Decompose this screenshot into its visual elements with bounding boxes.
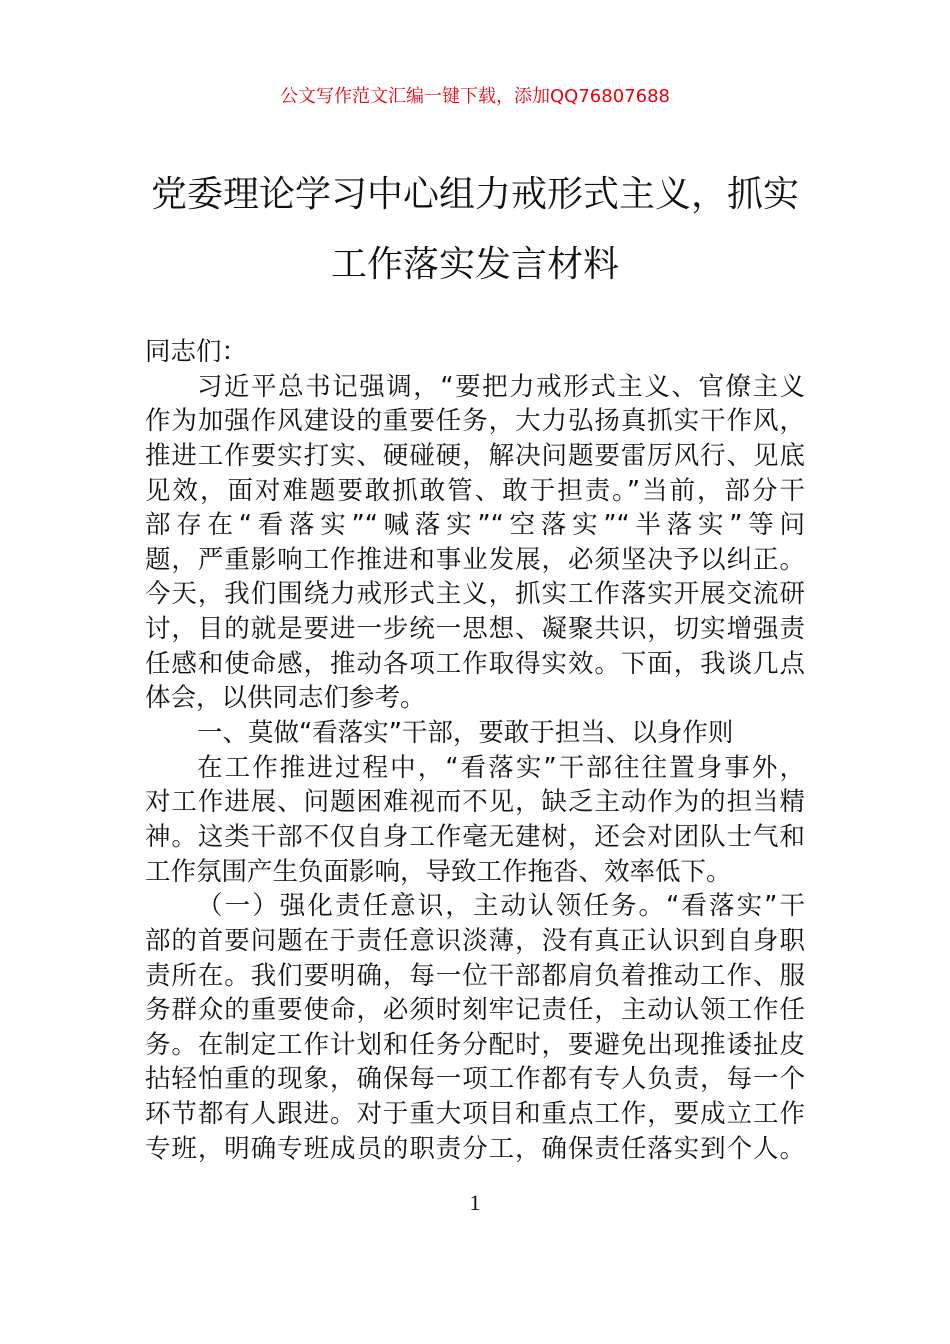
- body-line: 在工作推进过程中，“看落实”干部往往置身事外，: [197, 752, 805, 783]
- page-number: 1: [469, 1190, 481, 1215]
- body-line: 环节都有人跟进。对于重大项目和重点工作，要成立工作: [145, 1099, 805, 1130]
- body-line: 部的首要问题在于责任意识淡薄，没有真正认识到自身职: [145, 925, 805, 956]
- body-line: 今天，我们围绕力戒形式主义，抓实工作落实开展交流研: [145, 579, 805, 610]
- salutation: 同志们：: [145, 337, 248, 367]
- body-line: 习近平总书记强调，“要把力戒形式主义、官僚主义: [197, 371, 805, 402]
- body-line: 专班，明确专班成员的职责分工，确保责任落实到个人。: [145, 1133, 805, 1164]
- body-line: 部存在“看落实”“喊落实”“空落实”“半落实”等问: [145, 510, 805, 541]
- body-line: 拈轻怕重的现象，确保每一项工作都有专人负责，每一个: [145, 1064, 805, 1095]
- body-line: 作为加强作风建设的重要任务，大力弘扬真抓实干作风，: [145, 406, 805, 437]
- subsection-heading-line: （一）强化责任意识，主动认领任务。“看落实”干: [197, 891, 805, 922]
- body-line: 工作氛围产生负面影响，导致工作拖沓、效率低下。: [145, 856, 732, 887]
- section-heading: 一、莫做“看落实”干部，要敢于担当、以身作则: [197, 718, 734, 749]
- document-title-line-2: 工作落实发言材料: [330, 244, 619, 285]
- body-line: 务。在制定工作计划和任务分配时，要避免出现推诿扯皮: [145, 1029, 805, 1060]
- body-line: 推进工作要实打实、硬碰硬，解决问题要雷厉风行、见底: [145, 440, 805, 471]
- document-body: [145, 335, 805, 1166]
- body-line: 任感和使命感，推动各项工作取得实效。下面，我谈几点: [145, 648, 805, 679]
- body-line: 讨，目的就是要进一步统一思想、凝聚共识，切实增强责: [145, 614, 805, 645]
- document-title-line-1: 党委理论学习中心组力戒形式主义，抓实: [150, 174, 799, 215]
- body-line: 见效，面对难题要敢抓敢管、敢于担责。”当前，部分干: [145, 475, 805, 506]
- body-line: 题，严重影响工作推进和事业发展，必须坚决予以纠正。: [145, 544, 805, 575]
- body-line: 对工作进展、问题困难视而不见，缺乏主动作为的担当精: [145, 787, 805, 818]
- body-line: 务群众的重要使命，必须时刻牢记责任，主动认领工作任: [145, 995, 805, 1026]
- body-line: 体会，以供同志们参考。: [145, 683, 426, 714]
- body-line: 神。这类干部不仅自身工作毫无建树，还会对团队士气和: [145, 821, 805, 852]
- download-watermark-header: 公文写作范文汇编一键下载，添加QQ76807688: [280, 86, 670, 107]
- body-line: 责所在。我们要明确，每一位干部都肩负着推动工作、服: [145, 960, 805, 991]
